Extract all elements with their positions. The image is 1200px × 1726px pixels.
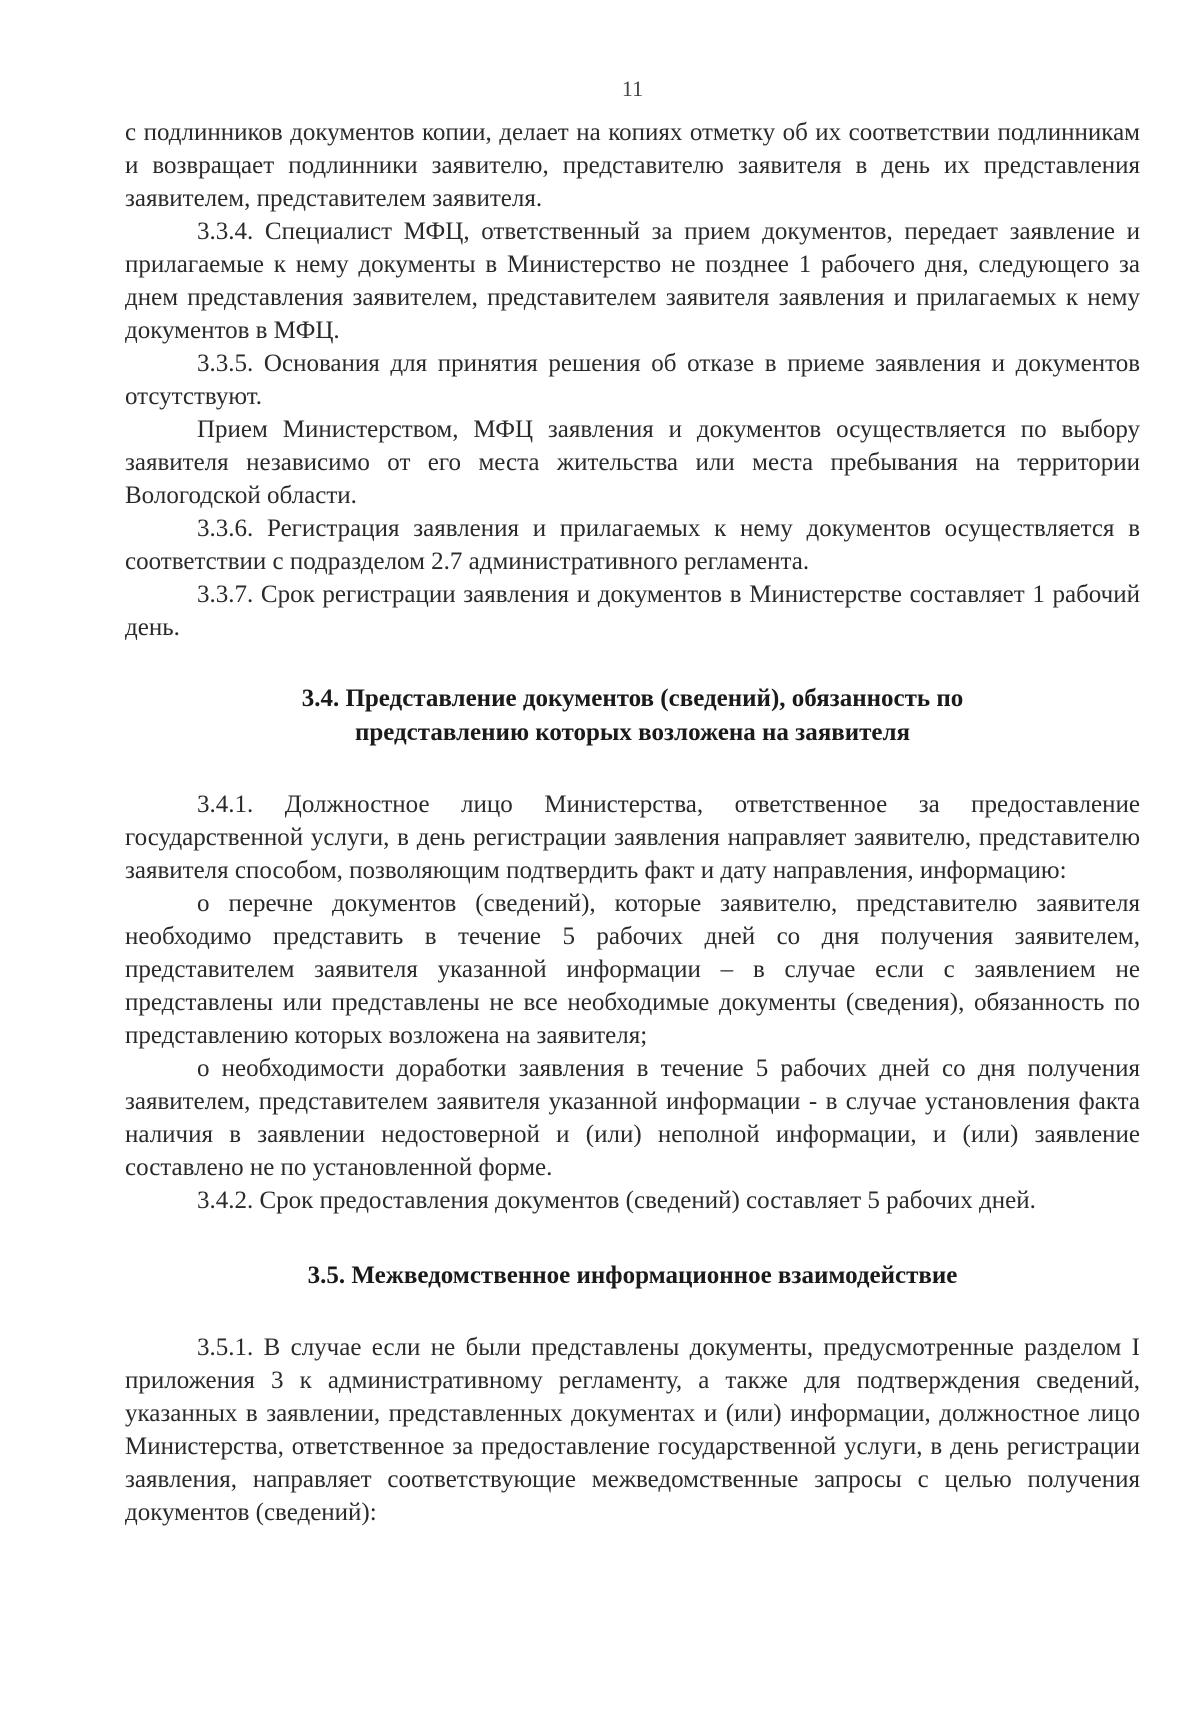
spacer [125,1217,1140,1259]
spacer [125,750,1140,788]
paragraph-3-3-5: 3.3.5. Основания для принятия решения об отказе в приеме заявления и документов отсутствуют. [125,350,1140,410]
paragraph-continuation: с подлинников документов копии, делает на копиях отметку об их соответствии подлинникам и возвращает подлинники заявителю, представителю заявителя в день их представления заявителем, представителем заявителя. [125,119,1140,212]
paragraph-list-docs: о перечне документов (сведений), которые заявителю, представителю заявителя необходимо представить в течение 5 рабочих дней со дня получения заявителем, представителем заявителя указанной информации – в случае если с заявлением не представлены или представлены не все необходимые документы (сведения), обязанность по представлению которых возложена на заявителя; [125,890,1140,1049]
page-number: 11 [621,76,644,101]
paragraph-reception: Прием Министерством, МФЦ заявления и документов осуществляется по выбору заявителя независимо от его места жительства или места пребывания на территории Вологодской области. [125,416,1140,509]
spacer [125,1293,1140,1331]
paragraph-3-3-6: 3.3.6. Регистрация заявления и прилагаемых к нему документов осуществляется в соответствии с подразделом 2.7 административного регламента. [125,515,1140,575]
section-heading-3-5: 3.5. Межведомственное информационное взаимодействие [307,1262,958,1289]
section-heading-3-4-line2: представлению которых возложена на заявителя [354,719,911,746]
paragraph-3-4-2: 3.4.2. Срок предоставления документов (сведений) составляет 5 рабочих дней. [197,1187,1036,1214]
paragraph-3-5-1: 3.5.1. В случае если не были представлены документы, предусмотренные разделом I приложения 3 к административному регламенту, а также для подтверждения сведений, указанных в заявлении, представленных документах и (или) информации, должностное лицо Министерства, ответственное за предоставление государственной услуги, в день регистрации заявления, направляет соответствующие межведомственные запросы с целью получения документов (сведений): [125,1334,1140,1526]
section-heading-3-4-line1: 3.4. Представление документов (сведений), обязанность по [301,685,964,712]
paragraph-list-revision: о необходимости доработки заявления в течение 5 рабочих дней со дня получения заявителем, представителем заявителя указанной информации - в случае установления факта наличия в заявлении недостоверной и (или) неполной информации, и (или) заявление составлено не по установленной форме. [125,1055,1140,1181]
spacer [125,644,1140,682]
paragraph-3-4-1: 3.4.1. Должностное лицо Министерства, ответственное за предоставление государственной услуги, в день регистрации заявления направляет заявителю, представителю заявителя способом, позволяющим подтвердить факт и дату направления, информацию: [125,791,1140,884]
paragraph-3-3-4: 3.3.4. Специалист МФЦ, ответственный за прием документов, передает заявление и прилагаемые к нему документы в Министерство не позднее 1 рабочего дня, следующего за днем представления заявителем, представителем заявителя заявления и прилагаемых к нему документов в МФЦ. [125,218,1140,344]
paragraph-3-3-7: 3.3.7. Срок регистрации заявления и документов в Министерстве составляет 1 рабочий день. [125,581,1140,641]
